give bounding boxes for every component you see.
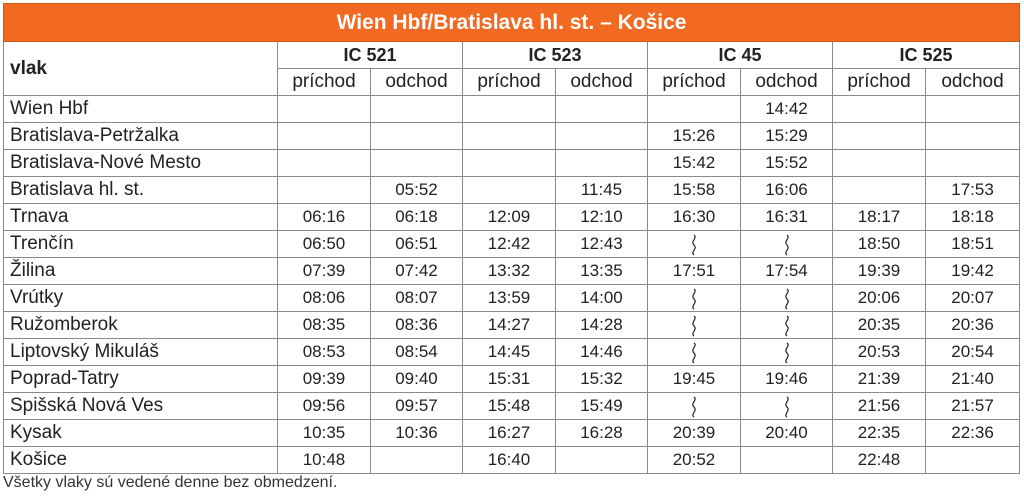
time-cell [556, 123, 648, 150]
pass-through-icon [780, 396, 794, 418]
timetable-body [4, 96, 1020, 474]
time-cell [741, 312, 833, 339]
time-cell: 15:26 [648, 123, 741, 150]
pass-through-icon [780, 288, 794, 310]
table-row [4, 231, 1020, 258]
time-cell: 21:56 [833, 393, 926, 420]
time-cell: 07:42 [371, 258, 463, 285]
time-cell [371, 123, 463, 150]
time-cell [833, 123, 926, 150]
time-cell [556, 447, 648, 474]
station-name: Bratislava-Petržalka [4, 123, 278, 150]
time-cell: 13:32 [463, 258, 556, 285]
time-cell: 22:48 [833, 447, 926, 474]
time-cell: 19:39 [833, 258, 926, 285]
time-cell: 06:18 [371, 204, 463, 231]
train-header: IC 525 [833, 42, 1020, 69]
time-cell [648, 96, 741, 123]
time-cell [278, 123, 371, 150]
station-name: Vrútky [4, 285, 278, 312]
arrival-header: príchod [648, 69, 741, 96]
time-cell: 19:45 [648, 366, 741, 393]
time-cell [463, 123, 556, 150]
station-name: Trnava [4, 204, 278, 231]
time-cell: 14:46 [556, 339, 648, 366]
time-cell: 18:50 [833, 231, 926, 258]
time-cell: 10:35 [278, 420, 371, 447]
time-cell [926, 150, 1020, 177]
time-cell [463, 150, 556, 177]
time-cell: 14:42 [741, 96, 833, 123]
time-cell: 21:39 [833, 366, 926, 393]
train-header: IC 521 [278, 42, 463, 69]
time-cell [648, 339, 741, 366]
time-cell: 20:35 [833, 312, 926, 339]
time-cell: 20:40 [741, 420, 833, 447]
train-header: IC 45 [648, 42, 833, 69]
time-cell [648, 285, 741, 312]
time-cell: 20:06 [833, 285, 926, 312]
time-cell [463, 177, 556, 204]
time-cell [556, 150, 648, 177]
time-cell [833, 150, 926, 177]
time-cell [741, 285, 833, 312]
time-cell: 16:40 [463, 447, 556, 474]
time-cell [556, 96, 648, 123]
time-cell: 17:54 [741, 258, 833, 285]
time-cell: 12:43 [556, 231, 648, 258]
pass-through-icon [687, 396, 701, 418]
time-cell: 13:35 [556, 258, 648, 285]
time-cell [463, 96, 556, 123]
table-row [4, 258, 1020, 285]
table-row [4, 339, 1020, 366]
time-cell [833, 177, 926, 204]
row-header-label: vlak [4, 42, 278, 96]
departure-header: odchod [926, 69, 1020, 96]
time-cell [648, 231, 741, 258]
time-cell: 15:48 [463, 393, 556, 420]
time-cell: 16:30 [648, 204, 741, 231]
table-row [4, 420, 1020, 447]
time-cell: 10:36 [371, 420, 463, 447]
arrival-header: príchod [833, 69, 926, 96]
time-cell: 15:29 [741, 123, 833, 150]
time-cell [833, 96, 926, 123]
pass-through-icon [687, 288, 701, 310]
time-cell: 08:54 [371, 339, 463, 366]
arrival-header: príchod [463, 69, 556, 96]
time-cell: 16:28 [556, 420, 648, 447]
time-cell [648, 393, 741, 420]
time-cell: 20:54 [926, 339, 1020, 366]
time-cell: 20:52 [648, 447, 741, 474]
time-cell: 15:32 [556, 366, 648, 393]
arrival-header: príchod [278, 69, 371, 96]
time-cell [926, 447, 1020, 474]
time-cell: 20:07 [926, 285, 1020, 312]
pass-through-icon [687, 234, 701, 256]
time-cell: 08:36 [371, 312, 463, 339]
time-cell: 10:48 [278, 447, 371, 474]
time-cell [741, 231, 833, 258]
time-cell [371, 447, 463, 474]
table-row [4, 393, 1020, 420]
time-cell [926, 123, 1020, 150]
time-cell [278, 96, 371, 123]
departure-header: odchod [556, 69, 648, 96]
time-cell: 07:39 [278, 258, 371, 285]
time-cell: 08:07 [371, 285, 463, 312]
time-cell: 15:52 [741, 150, 833, 177]
timetable-title: Wien Hbf/Bratislava hl. st. – Košice [4, 4, 1020, 42]
table-row [4, 150, 1020, 177]
time-cell: 18:51 [926, 231, 1020, 258]
time-cell: 12:10 [556, 204, 648, 231]
station-name: Košice [4, 447, 278, 474]
time-cell: 16:27 [463, 420, 556, 447]
station-name: Spišská Nová Ves [4, 393, 278, 420]
timetable-container [3, 3, 1019, 474]
time-cell: 09:39 [278, 366, 371, 393]
time-cell: 15:49 [556, 393, 648, 420]
station-name: Wien Hbf [4, 96, 278, 123]
time-cell: 12:09 [463, 204, 556, 231]
time-cell: 06:50 [278, 231, 371, 258]
pass-through-icon [780, 315, 794, 337]
time-cell [278, 177, 371, 204]
time-cell: 13:59 [463, 285, 556, 312]
table-row [4, 204, 1020, 231]
time-cell: 14:00 [556, 285, 648, 312]
time-cell: 20:39 [648, 420, 741, 447]
table-row [4, 312, 1020, 339]
time-cell: 21:40 [926, 366, 1020, 393]
time-cell [741, 447, 833, 474]
station-name: Žilina [4, 258, 278, 285]
time-cell [371, 150, 463, 177]
time-cell: 05:52 [371, 177, 463, 204]
pass-through-icon [780, 342, 794, 364]
time-cell: 06:51 [371, 231, 463, 258]
time-cell [371, 96, 463, 123]
time-cell: 16:06 [741, 177, 833, 204]
time-cell: 22:36 [926, 420, 1020, 447]
table-row [4, 96, 1020, 123]
time-cell [741, 339, 833, 366]
time-cell [278, 150, 371, 177]
time-cell: 09:57 [371, 393, 463, 420]
time-cell: 22:35 [833, 420, 926, 447]
time-cell [741, 393, 833, 420]
table-row [4, 123, 1020, 150]
table-row [4, 177, 1020, 204]
time-cell: 08:06 [278, 285, 371, 312]
time-cell: 17:53 [926, 177, 1020, 204]
time-cell [926, 96, 1020, 123]
time-cell: 06:16 [278, 204, 371, 231]
departure-header: odchod [741, 69, 833, 96]
footnote: Všetky vlaky sú vedené denne bez obmedzení. [3, 474, 338, 491]
time-cell: 20:53 [833, 339, 926, 366]
station-name: Trenčín [4, 231, 278, 258]
station-name: Bratislava-Nové Mesto [4, 150, 278, 177]
time-cell: 19:46 [741, 366, 833, 393]
departure-header: odchod [371, 69, 463, 96]
station-name: Ružomberok [4, 312, 278, 339]
time-cell: 08:53 [278, 339, 371, 366]
time-cell: 14:45 [463, 339, 556, 366]
station-name: Kysak [4, 420, 278, 447]
time-cell: 15:42 [648, 150, 741, 177]
table-row [4, 285, 1020, 312]
time-cell: 09:56 [278, 393, 371, 420]
time-cell: 15:31 [463, 366, 556, 393]
time-cell: 08:35 [278, 312, 371, 339]
time-cell: 20:36 [926, 312, 1020, 339]
station-name: Liptovský Mikuláš [4, 339, 278, 366]
time-cell: 17:51 [648, 258, 741, 285]
time-cell: 11:45 [556, 177, 648, 204]
station-name: Poprad-Tatry [4, 366, 278, 393]
station-name: Bratislava hl. st. [4, 177, 278, 204]
time-cell [648, 312, 741, 339]
time-cell: 12:42 [463, 231, 556, 258]
pass-through-icon [687, 342, 701, 364]
pass-through-icon [780, 234, 794, 256]
time-cell: 18:17 [833, 204, 926, 231]
time-cell: 09:40 [371, 366, 463, 393]
time-cell: 14:27 [463, 312, 556, 339]
time-cell: 15:58 [648, 177, 741, 204]
time-cell: 19:42 [926, 258, 1020, 285]
time-cell: 18:18 [926, 204, 1020, 231]
pass-through-icon [687, 315, 701, 337]
table-row [4, 447, 1020, 474]
train-header: IC 523 [463, 42, 648, 69]
table-row [4, 366, 1020, 393]
timetable [3, 3, 1020, 474]
time-cell: 21:57 [926, 393, 1020, 420]
time-cell: 14:28 [556, 312, 648, 339]
time-cell: 16:31 [741, 204, 833, 231]
